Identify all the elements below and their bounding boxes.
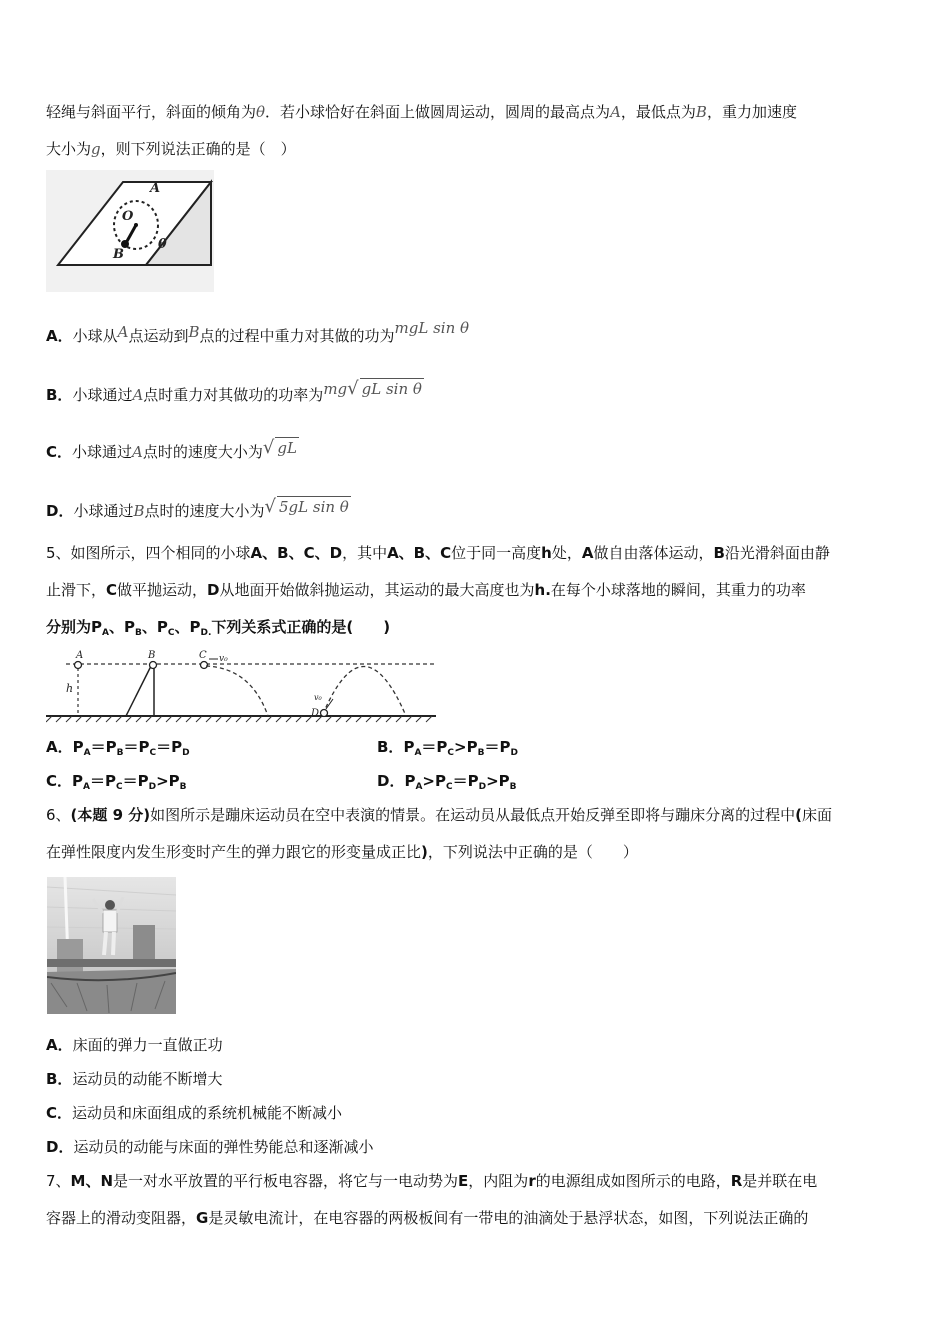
option-label: C．: [46, 443, 73, 461]
formula-part: ＝P: [452, 772, 479, 790]
q5-text: 分别为: [46, 618, 92, 636]
spectator: [133, 925, 155, 959]
option-label: A．: [46, 327, 73, 345]
pivot-point: [134, 223, 138, 227]
q5-bold: A、B、C: [387, 544, 452, 562]
q7-text: 容器上的滑动变阻器，: [46, 1209, 197, 1227]
radical-sign: √: [262, 437, 275, 458]
q5-text: 5、如图所示，四个相同的小球: [46, 544, 251, 562]
option-text: 点时重力对其做功的功率为: [143, 386, 324, 404]
q5-text: 止滑下，: [46, 581, 107, 599]
formula-part: ＝P: [156, 738, 183, 756]
formula-part: ＝P: [123, 738, 150, 756]
option-text: 小球通过: [73, 502, 134, 520]
option-label: A．: [46, 738, 73, 756]
radical-sign: √: [264, 496, 276, 517]
separator: 、: [108, 618, 124, 636]
q5-text: 做平抛运动，: [117, 581, 208, 599]
q7-bold: M、N: [70, 1172, 114, 1190]
q6-text: ，下列说法中正确的是（ ）: [427, 843, 638, 861]
q7-bold: r: [528, 1172, 536, 1190]
formula-part: >P: [156, 772, 180, 790]
formula-part: ＝P: [484, 738, 511, 756]
q6-text: 在弹性限度内发生形变时产生的弹力跟它的形变量成正比: [46, 843, 422, 861]
q5-bold: A: [581, 544, 594, 562]
option-label: D．: [46, 502, 74, 520]
q4-text: ，最低点为: [620, 103, 696, 121]
q7-bold: G: [196, 1209, 209, 1227]
q6-text: 如图所示是蹦床运动员在空中表演的情景。在运动员从最低点开始反弹至即将与蹦床分离的过程中: [150, 806, 796, 824]
power-subscript: C: [167, 628, 175, 638]
q5-bold: A、B、C、D: [250, 544, 343, 562]
q5-bold: h: [541, 544, 552, 562]
formula-part: P: [72, 738, 84, 756]
q6-text: 6、: [46, 806, 71, 824]
option-label: D．: [46, 1138, 74, 1156]
q4-option-b[interactable]: [46, 378, 424, 405]
label-theta: θ: [158, 237, 167, 252]
formula-subscript: A: [414, 748, 422, 758]
background-figure: [57, 939, 83, 973]
formula-part: ＝P: [90, 738, 117, 756]
formula-subscript: B: [509, 782, 517, 792]
math-expression: [265, 498, 351, 516]
formula-subscript: D: [478, 782, 487, 792]
formula-subscript: C: [149, 748, 157, 758]
q5-text: 在每个小球落地的瞬间，其重力的功率: [550, 581, 806, 599]
formula-part: >P: [486, 772, 510, 790]
q6-option-c[interactable]: [46, 1103, 342, 1123]
math-A: A: [610, 103, 621, 121]
incline-surface: [126, 664, 152, 716]
q6-bold: ): [421, 843, 428, 861]
option-text: 点时的速度大小为: [142, 443, 263, 461]
option-text: 运动员的动能与床面的弹性势能总和逐渐减小: [73, 1138, 374, 1156]
math-expression: mgL sin θ: [394, 319, 470, 337]
option-text: 点的过程中重力对其做的功为: [199, 327, 395, 345]
q5-bold: h.: [534, 581, 551, 599]
power-subscript: B: [135, 628, 142, 638]
formula-part: P: [404, 772, 416, 790]
label-v0-d: v₀: [314, 693, 322, 702]
q4-text: ，重力加速度: [706, 103, 797, 121]
option-text: 运动员和床面组成的系统机械能不断减小: [72, 1104, 343, 1122]
q5-text: 从地面开始做斜抛运动，其运动的最大高度也为: [219, 581, 535, 599]
q5-text: ，其中: [342, 544, 388, 562]
trampoline-photo: [47, 877, 176, 1014]
option-text: 运动员的动能不断增大: [72, 1070, 223, 1088]
power-subscript: D.: [200, 628, 212, 638]
math-theta: θ: [256, 103, 266, 121]
ball-c-trajectory: [206, 666, 268, 716]
q4-option-a[interactable]: [46, 318, 469, 346]
option-text: 小球从: [72, 327, 118, 345]
label-B: B: [148, 650, 156, 661]
formula-subscript: D: [510, 748, 518, 758]
label-O: O: [122, 209, 134, 224]
option-label: C．: [46, 1104, 73, 1122]
formula-part: >P: [454, 738, 478, 756]
q7-text: 是一对水平放置的平行板电容器，将它与一电动势为: [113, 1172, 459, 1190]
formula-part: >P: [422, 772, 446, 790]
q7-text: 7、: [46, 1172, 71, 1190]
q6-text: 床面: [802, 806, 833, 824]
q7-stem-line-1: [46, 1171, 817, 1191]
formula-part: ＝P: [122, 772, 149, 790]
power-subscript: A: [102, 628, 109, 638]
option-label: A．: [46, 1036, 73, 1054]
math-radicand: 5gL sin θ: [279, 498, 349, 516]
q5-text: 位于同一高度: [451, 544, 542, 562]
q5-text: 处，: [551, 544, 582, 562]
separator: 、: [141, 618, 157, 636]
math-expression: [323, 380, 424, 398]
math-A: A: [117, 323, 129, 341]
formula-subscript: D: [148, 782, 157, 792]
q4-text: 大小为: [46, 140, 92, 158]
q7-text: 是并联在电: [742, 1172, 818, 1190]
option-text: 点运动到: [128, 327, 189, 345]
label-A: A: [150, 181, 161, 196]
formula-subscript: A: [83, 748, 91, 758]
option-label: B．: [46, 1070, 73, 1088]
q6-option-d[interactable]: [46, 1137, 373, 1157]
option-text: 小球通过: [72, 386, 133, 404]
math-B: B: [133, 502, 145, 520]
q5-stem-line-3: [46, 617, 390, 643]
math-radicand: gL: [277, 439, 297, 457]
q7-text: 的电源组成如图所示的电路，: [535, 1172, 731, 1190]
q7-bold: E: [458, 1172, 469, 1190]
formula-subscript: C: [115, 782, 123, 792]
q5-option-b[interactable]: [377, 737, 518, 763]
q4-stem-line-1: [46, 102, 797, 122]
math-g: g: [91, 140, 101, 158]
q4-option-d[interactable]: [46, 496, 351, 521]
option-label: C．: [46, 772, 73, 790]
q6-option-a[interactable]: [46, 1035, 223, 1055]
ball-a: [75, 662, 82, 669]
ball-d: [321, 710, 328, 717]
ball-c: [201, 662, 208, 669]
q5-stem-line-1: [46, 543, 830, 563]
q5-stem-line-2: [46, 580, 806, 600]
q4-option-c[interactable]: [46, 437, 299, 462]
formula-subscript: A: [83, 782, 90, 792]
ball-b: [150, 662, 157, 669]
formula-subscript: D: [182, 748, 190, 758]
label-v0: v₀: [219, 654, 228, 664]
q6-option-b[interactable]: [46, 1069, 222, 1089]
q4-text: 轻绳与斜面平行，斜面的倾角为: [46, 103, 257, 121]
option-label: D．: [377, 772, 405, 790]
label-A: A: [76, 650, 84, 661]
math-expression: [263, 439, 299, 457]
label-h: h: [66, 682, 74, 695]
formula-part: ＝P: [421, 738, 448, 756]
q5-bold: B: [713, 544, 725, 562]
option-label: B．: [46, 386, 73, 404]
q6-bold: (本题 9 分): [70, 806, 151, 824]
label-C: C: [199, 650, 207, 661]
projectile-figure: [46, 648, 436, 724]
math-radicand: gL sin θ: [361, 380, 422, 398]
q4-text: ，则下列说法正确的是（ ）: [100, 140, 296, 158]
q7-stem-line-2: [46, 1208, 808, 1228]
label-B: B: [113, 247, 124, 262]
separator: 、: [174, 618, 190, 636]
math-B: B: [695, 103, 707, 121]
radical-sign: √: [347, 378, 359, 399]
option-label: B．: [377, 738, 404, 756]
formula-part: ＝P: [89, 772, 116, 790]
option-text: 床面的弹力一直做正功: [72, 1036, 223, 1054]
q7-text: ，内阻为: [468, 1172, 529, 1190]
q7-bold: R: [730, 1172, 743, 1190]
formula-subscript: C: [447, 748, 455, 758]
q5-bold: D: [207, 581, 220, 599]
power-symbol: P: [189, 618, 201, 636]
power-symbol: P: [124, 618, 135, 636]
math-B: B: [188, 323, 200, 341]
ball-d-trajectory: [323, 666, 406, 716]
q5-text: 下列关系式正确的是( ): [211, 618, 391, 636]
incline-circle-figure: [46, 170, 214, 292]
formula-subscript: B: [477, 748, 485, 758]
q5-option-c[interactable]: [46, 771, 187, 797]
formula-subscript: B: [179, 782, 187, 792]
q6-stem-line-1: [46, 805, 832, 825]
option-text: 小球通过: [72, 443, 133, 461]
q7-text: 是灵敏电流计，在电容器的两极板间有一带电的油滴处于悬浮状态，如图，下列说法正确的: [208, 1209, 809, 1227]
q5-bold: C: [106, 581, 118, 599]
q6-bold: (: [795, 806, 803, 824]
power-symbol: P: [156, 618, 168, 636]
power-symbol: P: [91, 618, 103, 636]
q5-option-d[interactable]: [377, 771, 517, 797]
q4-stem-line-2: [46, 139, 296, 159]
math-A: A: [132, 386, 144, 404]
label-D: D: [311, 708, 320, 719]
formula-part: P: [403, 738, 415, 756]
frame-bar: [47, 959, 176, 967]
math-A: A: [132, 443, 143, 461]
formula-subscript: A: [415, 782, 423, 792]
option-text: 点时的速度大小为: [144, 502, 265, 520]
math-mg: mg: [323, 380, 348, 398]
formula-subscript: C: [445, 782, 453, 792]
q4-text: ．若小球恰好在斜面上做圆周运动，圆周的最高点为: [265, 103, 611, 121]
q5-text: 沿光滑斜面由静: [724, 544, 830, 562]
q5-option-a[interactable]: [46, 737, 190, 763]
formula-subscript: B: [116, 748, 124, 758]
q5-text: 做自由落体运动，: [593, 544, 714, 562]
q6-stem-line-2: [46, 842, 638, 862]
formula-part: P: [72, 772, 84, 790]
